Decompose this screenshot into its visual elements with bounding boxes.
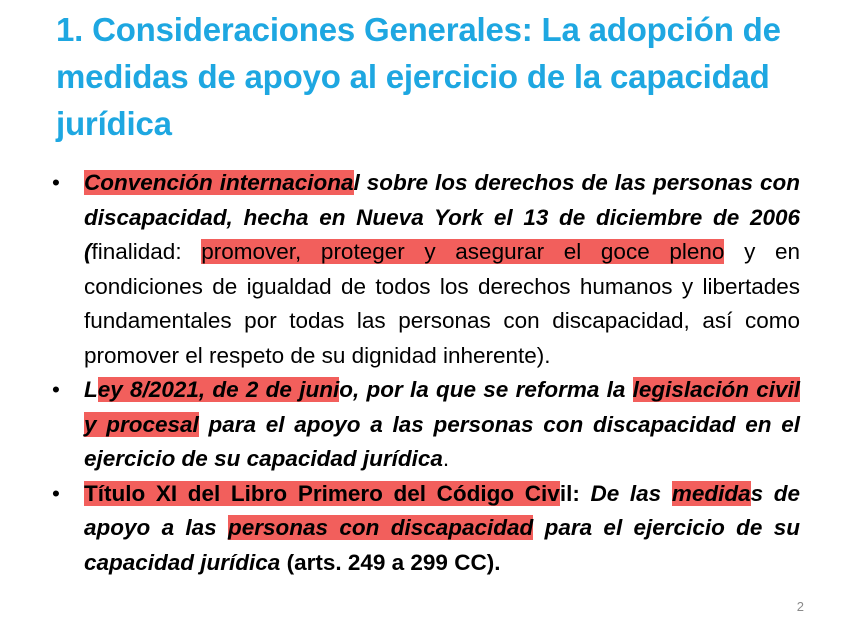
bullet-titulo bbox=[50, 477, 800, 581]
finalidad-label: finalidad: bbox=[91, 239, 202, 264]
highlight-convencion: Convención internaciona bbox=[84, 170, 354, 195]
bullet-ley bbox=[50, 373, 800, 477]
bullet-convencion bbox=[50, 166, 800, 373]
ley-post: para el apoyo a las personas con discapacidad en el ejercicio de su capacidad jurídica bbox=[84, 411, 800, 471]
ley-prefix: L bbox=[84, 377, 98, 402]
highlight-finalidad: promover, proteger y asegurar el goce pleno bbox=[201, 239, 725, 264]
highlight-personas: personas con discapacidad bbox=[228, 515, 534, 540]
titulo-ital-c: para el ejercicio de su capacidad jurídica bbox=[84, 515, 800, 575]
convencion-title-rest: l sobre los derechos de las personas con discapacidad, hecha en Nueva York el 13 de diciembre de 2006 ( bbox=[84, 170, 800, 264]
titulo-ital-a: De las bbox=[590, 480, 672, 506]
titulo-arts: (arts. 249 a 299 CC). bbox=[280, 549, 501, 575]
highlight-legislacion: legislación civil y procesal bbox=[84, 377, 800, 437]
highlight-ley: ey 8/2021, de 2 de juni bbox=[97, 377, 340, 402]
titulo-rest: il: bbox=[559, 480, 591, 506]
finalidad-text: y en condiciones de igualdad de todos los derechos humanos y libertades fundamentales por todas las personas con discapacidad, así como promover el respeto de su dignidad inherente). bbox=[84, 239, 801, 368]
highlight-medidas: medida bbox=[671, 480, 751, 506]
highlight-titulo: Título XI del Libro Primero del Código Civ bbox=[84, 480, 560, 506]
bullet-list bbox=[50, 166, 800, 580]
ley-mid: o, por la que se reforma la bbox=[339, 377, 633, 402]
ley-end: . bbox=[442, 446, 450, 471]
slide-title: 1. Consideraciones Generales: La adopción de medidas de apoyo al ejercicio de la capacidad jurídica bbox=[56, 11, 781, 142]
page-number: 2 bbox=[796, 599, 804, 614]
titulo-ital-b: s de apoyo a las bbox=[84, 480, 801, 540]
